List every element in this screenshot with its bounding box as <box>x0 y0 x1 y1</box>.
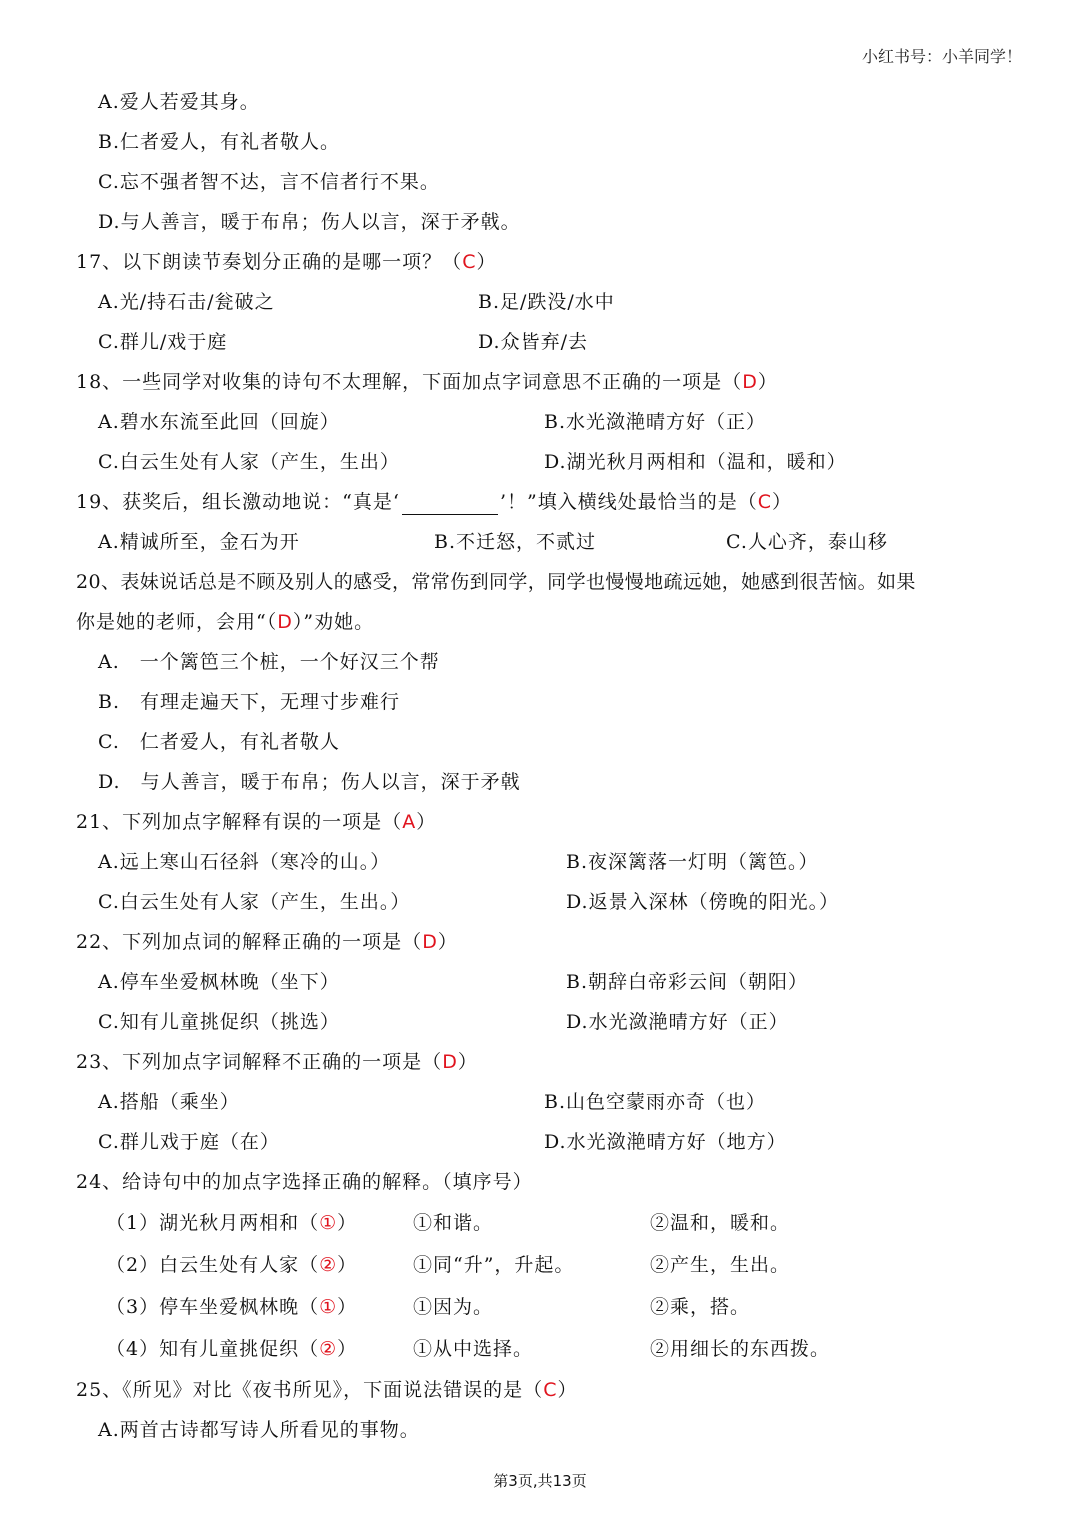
q16-option-b: B.仁者爱人，有礼者敬人。 <box>98 131 341 153</box>
q25-close: ） <box>557 1379 578 1401</box>
q18-answer: D <box>742 371 758 393</box>
q25-stem <box>76 1370 1016 1410</box>
q23-options-row1 <box>76 1082 1016 1122</box>
q22-option-d: D.水光潋滟晴方好（正） <box>566 1011 789 1033</box>
q23-option-c: C.群儿戏于庭（在） <box>98 1131 280 1153</box>
q25-stem-text: 25、《所见》对比《夜书所见》，下面说法错误的是（ <box>76 1379 544 1401</box>
q17-option-a: A.光/持石击/瓮破之 <box>98 291 275 313</box>
q24-item-3-option-1: ①因为。 <box>413 1296 494 1318</box>
question-content <box>76 82 1016 1450</box>
q18-options-row2 <box>76 442 1016 482</box>
q24-item-1-answer: ① <box>319 1212 338 1234</box>
q19-stem-pre: 19、获奖后，组长激动地说：“真是‘ <box>76 491 400 513</box>
q22-stem-text: 22、下列加点词的解释正确的一项是（ <box>76 931 423 953</box>
q17-options-row2 <box>76 322 1016 362</box>
q17-option-d: D.众皆弃/去 <box>478 331 588 353</box>
q24-item-4-option-1: ①从中选择。 <box>413 1338 534 1360</box>
q23-option-b: B.山色空蒙雨亦奇（也） <box>544 1091 767 1113</box>
q20-stem-pre: 你是她的老师，会用“（ <box>76 611 278 633</box>
watermark: 小红书号：小羊同学！ <box>861 47 1022 66</box>
q17-answer: C <box>462 251 477 273</box>
q23-stem-text: 23、下列加点字词解释不正确的一项是（ <box>76 1051 443 1073</box>
q20-answer: D <box>277 611 293 633</box>
q20-option-c: C. 仁者爱人，有礼者敬人 <box>98 731 340 753</box>
q20-stem-line1: 20、表妹说话总是不顾及别人的感受，常常伤到同学，同学也慢慢地疏远她，她感到很苦恼。如果 <box>76 571 916 593</box>
q19-answer: C <box>757 491 772 513</box>
q18-option-c: C.白云生处有人家（产生，生出） <box>98 451 400 473</box>
q21-stem-text: 21、下列加点字解释有误的一项是（ <box>76 811 403 833</box>
q24-item-2-question: （2）白云生处有人家（ <box>106 1254 320 1276</box>
q22-option-c: C.知有儿童挑促织（挑选） <box>98 1011 340 1033</box>
q16-option-a: A.爱人若爱其身。 <box>98 91 260 113</box>
q19-stem <box>76 482 1016 522</box>
q19-options-row <box>76 522 1016 562</box>
q19-blank-line <box>402 492 498 515</box>
q23-option-a: A.搭船（乘坐） <box>98 1091 240 1113</box>
q24-item-2 <box>76 1244 1016 1286</box>
q25-option-a: A.两首古诗都写诗人所看见的事物。 <box>98 1419 420 1441</box>
q22-close: ） <box>437 931 458 953</box>
q24-item-1 <box>76 1202 1016 1244</box>
q17-stem-text: 17、以下朗读节奏划分正确的是哪一项？（ <box>76 251 463 273</box>
q24-item-4-answer: ② <box>319 1338 338 1360</box>
q17-options-row1 <box>76 282 1016 322</box>
q24-item-2-close: ） <box>337 1254 358 1276</box>
q24-item-3-answer: ① <box>319 1296 338 1318</box>
q19-option-b: B.不迁怒，不贰过 <box>434 531 597 553</box>
q22-stem <box>76 922 1016 962</box>
q21-close: ） <box>416 811 437 833</box>
q19-option-c: C.人心齐，泰山移 <box>726 531 888 553</box>
q20-stem-line2 <box>76 602 1016 642</box>
q23-options-row2 <box>76 1122 1016 1162</box>
q22-options-row2 <box>76 1002 1016 1042</box>
q24-item-4 <box>76 1328 1016 1370</box>
q24-item-4-question: （4）知有儿童挑促织（ <box>106 1338 320 1360</box>
q21-option-c: C.白云生处有人家（产生，生出。） <box>98 891 411 913</box>
q24-item-3-question: （3）停车坐爱枫林晚（ <box>106 1296 320 1318</box>
q17-option-c: C.群儿/戏于庭 <box>98 331 228 353</box>
q18-options-row1 <box>76 402 1016 442</box>
q24-stem: 24、给诗句中的加点字选择正确的解释。（填序号） <box>76 1171 533 1193</box>
q24-item-1-question: （1）湖光秋月两相和（ <box>106 1212 320 1234</box>
q24-item-2-option-2: ②产生，生出。 <box>650 1254 791 1276</box>
q24-item-1-option-1: ①和谐。 <box>413 1212 494 1234</box>
q24-item-2-answer: ② <box>319 1254 338 1276</box>
q22-option-b: B.朝辞白帝彩云间（朝阳） <box>566 971 809 993</box>
q18-stem-text: 18、一些同学对收集的诗句不太理解，下面加点字词意思不正确的一项是（ <box>76 371 743 393</box>
q18-option-b: B.水光潋滟晴方好（正） <box>544 411 767 433</box>
q18-option-a: A.碧水东流至此回（回旋） <box>98 411 340 433</box>
q24-item-1-close: ） <box>337 1212 358 1234</box>
q24-item-4-option-2: ②用细长的东西拨。 <box>650 1338 831 1360</box>
q22-options-row1 <box>76 962 1016 1002</box>
q22-answer: D <box>422 931 438 953</box>
q24-item-3 <box>76 1286 1016 1328</box>
q21-option-d: D.返景入深林（傍晚的阳光。） <box>566 891 840 913</box>
q20-option-a: A. 一个篱笆三个桩，一个好汉三个帮 <box>98 651 440 673</box>
q24-item-4-close: ） <box>337 1338 358 1360</box>
q22-option-a: A.停车坐爱枫林晚（坐下） <box>98 971 340 993</box>
q19-option-a: A.精诚所至，金石为开 <box>98 531 300 553</box>
q18-option-d: D.湖光秋月两相和（温和，暖和） <box>544 451 847 473</box>
q21-options-row1 <box>76 842 1016 882</box>
q23-stem <box>76 1042 1016 1082</box>
q24-item-3-close: ） <box>337 1296 358 1318</box>
q25-answer: C <box>543 1379 558 1401</box>
q21-option-a: A.远上寒山石径斜（寒冷的山。） <box>98 851 391 873</box>
q21-option-b: B.夜深篱落一灯明（篱笆。） <box>566 851 819 873</box>
q17-stem <box>76 242 1016 282</box>
q18-close: ） <box>757 371 778 393</box>
q21-stem <box>76 802 1016 842</box>
q20-option-d: D. 与人善言，暖于布帛；伤人以言，深于矛戟 <box>98 771 521 793</box>
q19-stem-post: ’！”填入横线处最恰当的是（ <box>499 491 758 513</box>
q20-option-b: B. 有理走遍天下，无理寸步难行 <box>98 691 401 713</box>
q24-item-3-option-2: ②乘，搭。 <box>650 1296 751 1318</box>
page-number: 第3页,共13页 <box>493 1472 587 1490</box>
q17-option-b: B.足/跌没/水中 <box>478 291 615 313</box>
q16-option-d: D.与人善言，暖于布帛；伤人以言，深于矛戟。 <box>98 211 521 233</box>
q21-answer: A <box>402 811 417 833</box>
q20-stem-post: ）”劝她。 <box>292 611 375 633</box>
q23-answer: D <box>442 1051 458 1073</box>
q16-option-c: C.忘不强者智不达，言不信者行不果。 <box>98 171 440 193</box>
q21-options-row2 <box>76 882 1016 922</box>
q24-item-2-option-1: ①同“升”，升起。 <box>413 1254 575 1276</box>
q23-option-d: D.水光潋滟晴方好（地方） <box>544 1131 787 1153</box>
q19-close: ） <box>771 491 792 513</box>
q24-item-1-option-2: ②温和，暖和。 <box>650 1212 791 1234</box>
q18-stem <box>76 362 1016 402</box>
q17-close: ） <box>476 251 497 273</box>
q23-close: ） <box>457 1051 478 1073</box>
